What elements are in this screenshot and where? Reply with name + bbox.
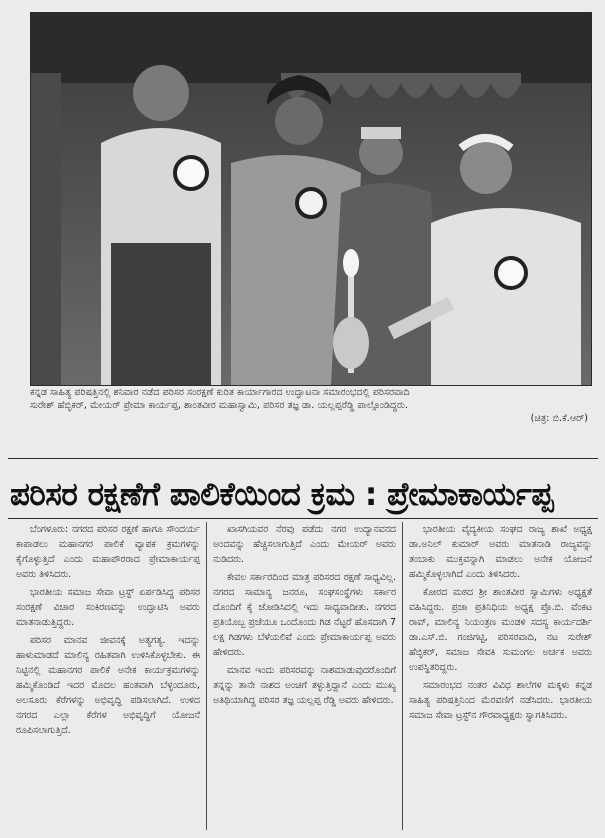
photo-caption (30, 386, 590, 425)
paragraph: ಬೆಂಗಳೂರು: ನಗರದ ಪರಿಸರ ರಕ್ಷಣೆ ಹಾಗೂ ಸೌಂದರ್ಯ ಕಾಪಾಡಲು ಮಹಾನಗರ ಪಾಲಿಕೆ ವ್ಯಾಪಕ ಕ್ರಮಗಳನ್ನು ಕೈಗೊಳ್ಳುತ್ತಿದೆ ಎಂದು ಮಹಾಪೌರರಾದ ಪ್ರೇಮಾಕಾರ್ಯಪ್ಪ ಅವರು ತಿಳಿಸಿದರು. (16, 524, 200, 580)
paragraph: ಭಾರತೀಯ ಸಮಾಜ ಸೇವಾ ಟ್ರಸ್ಟ್ ಏರ್ಪಡಿಸಿದ್ದ ಪರಿಸರ ಸಂರಕ್ಷಣೆ ವಿಚಾರ ಸಂಕಿರಣವನ್ನು ಉದ್ಘಾಟಿಸಿ ಅವರು ಮಾತನಾಡುತ್ತಿದ್ದರು. (16, 587, 200, 628)
caption-line-1: ಕನ್ನಡ ಸಾಹಿತ್ಯ ಪರಿಷತ್ತಿನಲ್ಲಿ ಶನಿವಾರ ನಡೆದ ಪರಿಸರ ಸಂರಕ್ಷಣೆ ಕುರಿತ ಕಾರ್ಯಾಗಾರದ ಉದ್ಘಾಟನಾ ಸಮಾರಂಭದಲ್ಲಿ ಪರಿಸರವಾದಿ (30, 387, 410, 398)
lamp-lighting-photo-icon (31, 13, 591, 385)
article-body (10, 522, 598, 830)
paragraph: ಭಾರತೀಯ ವೈದ್ಯಕೀಯ ಸಂಘದ ರಾಜ್ಯ ಶಾಖೆ ಅಧ್ಯಕ್ಷ ಡಾ.ಅನಿಲ್ ಕುಮಾರ್ ಅವರು ಮಾತನಾಡಿ ರಾಜ್ಯವನ್ನು ತಂಬಾಕು ಮುಕ್ತವನ್ನಾಗಿ ಮಾಡಲು ಅನೇಕ ಯೋಜನೆ ಹಮ್ಮಿಕೊಳ್ಳಲಾಗಿದೆ ಎಂದು ತಿಳಿಸಿದರು. (409, 524, 592, 580)
article-column-3 (402, 522, 598, 830)
paragraph: ಮಾನವ ಇಂದು ಪರಿಸರವನ್ನು ನಾಶಮಾಡುವುದರೊಂದಿಗೆ ತನ್ನನ್ನು ತಾನೇ ನಾಶದ ಅಂಚಿಗೆ ತಳ್ಳುತ್ತಿದ್ದಾನೆ ಎಂದು ಮುಖ್ಯ ಅತಿಥಿಯಾಗಿದ್ದ ಪರಿಸರ ತಜ್ಞ ಯಲ್ಲಪ್ಪ ರೆಡ್ಡಿ ಅವರು ಹೇಳಿದರು. (213, 665, 396, 706)
caption-line-2: ಸುರೇಶ್ ಹೆಬ್ಳಿಕರ್, ಮೇಯರ್ ಪ್ರೇಮಾ ಕಾರ್ಯಪ್ಪ, ಶಾಂತವೀರ ಮಹಾಸ್ವಾಮಿ, ಪರಿಸರ ತಜ್ಞ ಡಾ. ಯಲ್ಲಪ್ಪರೆಡ್ಡಿ ಪಾಲ್ಗೊಂಡಿದ್ದರು. (30, 400, 409, 411)
paragraph: ಪರಿಸರ ಮಾನವ ಜೀವನಕ್ಕೆ ಅತ್ಯಗತ್ಯ. ಇದನ್ನು ಹಾಳುಮಾಡದೆ ಮಾಲಿನ್ಯ ರಹಿತವಾಗಿ ಉಳಿಸಿಕೊಳ್ಳಬೇಕು. ಈ ನಿಟ್ಟಿನಲ್ಲಿ ಮಹಾನಗರ ಪಾಲಿಕೆ ಅನೇಕ ಕಾರ್ಯಕ್ರಮಗಳನ್ನು ಹಮ್ಮಿಕೊಂಡಿದೆ ಇದರ ಮೊದಲ ಹಂತವಾಗಿ ಬೆಳ್ಳಂದೂರು, ಅಲಸೂರು ಕೆರೆಗಳನ್ನು ಅಭಿವೃದ್ಧಿ ಪಡಿಸಲಾಗಿದೆ. ಉಳಿದ ನಗರದ ಎಲ್ಲಾ ಕೆರೆಗಳ ಅಭಿವೃದ್ಧಿಗೆ ಯೋಜನೆ ರೂಪಿಸಲಾಗುತ್ತಿದೆ. (16, 635, 200, 736)
paragraph: ಸಮಾರಂಭದ ನಂತರ ವಿವಿಧ ಶಾಲೆಗಳ ಮಕ್ಕಳು ಕನ್ನಡ ಸಾಹಿತ್ಯ ಪರಿಷತ್ತಿನಿಂದ ಮೆರವಣಿಗೆ ನಡೆಸಿದರು. ಭಾರತೀಯ ಸಮಾಜ ಸೇವಾ ಟ್ರಸ್ಟ್‌ನ ಗೌರವಾಧ್ಯಕ್ಷರು ಸ್ವಾಗತಿಸಿದರು. (409, 680, 592, 721)
paragraph: ಖಾಸಗಿಯವರ ನೆರವು ಪಡೆದು ನಗರ ಉದ್ಯಾನವನದ ಅಂದವನ್ನು ಹೆಚ್ಚಿಸಲಾಗುತ್ತಿದೆ ಎಂದು ಮೇಯರ್ ಅವರು ನುಡಿದರು. (213, 524, 396, 565)
photo-credit: (ಚಿತ್ರ: ಬಿ.ಕೆ.ಆರ್) (530, 413, 588, 424)
divider (8, 458, 598, 459)
article-column-1 (10, 522, 206, 830)
headline: ಪರಿಸರ ರಕ್ಷಣೆಗೆ ಪಾಲಿಕೆಯಿಂದ ಕ್ರಮ : ಪ್ರೇಮಾಕಾರ್ಯಪ್ಪ (10, 475, 554, 513)
paragraph: ಕೇವಲ ಸರ್ಕಾರದಿಂದ ಮಾತ್ರ ಪರಿಸರದ ರಕ್ಷಣೆ ಸಾಧ್ಯವಿಲ್ಲ. ನಗರದ ಸಾಮಾನ್ಯ ಜನರೂ, ಸಂಘಸಂಸ್ಥೆಗಳು ಸರ್ಕಾರ ದೊಂದಿಗೆ ಕೈ ಜೋಡಿಸಿದಲ್ಲಿ ಇದು ಸಾಧ್ಯವಾದೀತು. ನಗರದ ಪ್ರತಿಯೊಬ್ಬ ಪ್ರಜೆಯೂ ಒಂದೊಂದು ಗಿಡ ನೆಟ್ಟರೆ ಹೊಸದಾಗಿ 7 ಲಕ್ಷ ಗಿಡಗಳು ಬೆಳೆಯಲಿವೆ ಎಂದು ಪ್ರೇಮಾಕಾರ್ಯಪ್ಪ ಅವರು ಹೇಳಿದರು. (213, 572, 396, 658)
paragraph: ಕೋರದ ಮಠದ ಶ್ರೀ ಶಾಂತವೀರ ಸ್ವಾಮಿಗಳು ಅಧ್ಯಕ್ಷತೆ ವಹಿಸಿದ್ದರು. ಪ್ರಜಾ ಪ್ರತಿನಿಧಿಯ ಅಧ್ಯಕ್ಷ ಪ್ರೊ.ಬಿ. ವೆಂಕಟ ರಾವ್, ಮಾಲಿನ್ಯ ನಿಯಂತ್ರಣ ಮಂಡಳಿ ಸದಸ್ಯ ಕಾರ್ಯದರ್ಶಿ ಡಾ.ಎಸ್.ಬಿ. ಗಂಜಿಗಟ್ಟಿ, ಪರಿಸರವಾದಿ, ನಟ ಸುರೇಶ್ ಹೆಬ್ಳಿಕರ್, ಸಮಾಜ ಸೇವಕಿ ಸುಮಂಗಲ ಅರ್ಚಕ ಅವರು ಉಪಸ್ಥಿತರಿದ್ದರು. (409, 587, 592, 673)
event-photo (30, 12, 592, 386)
article-column-2 (206, 522, 402, 830)
divider (8, 518, 598, 519)
